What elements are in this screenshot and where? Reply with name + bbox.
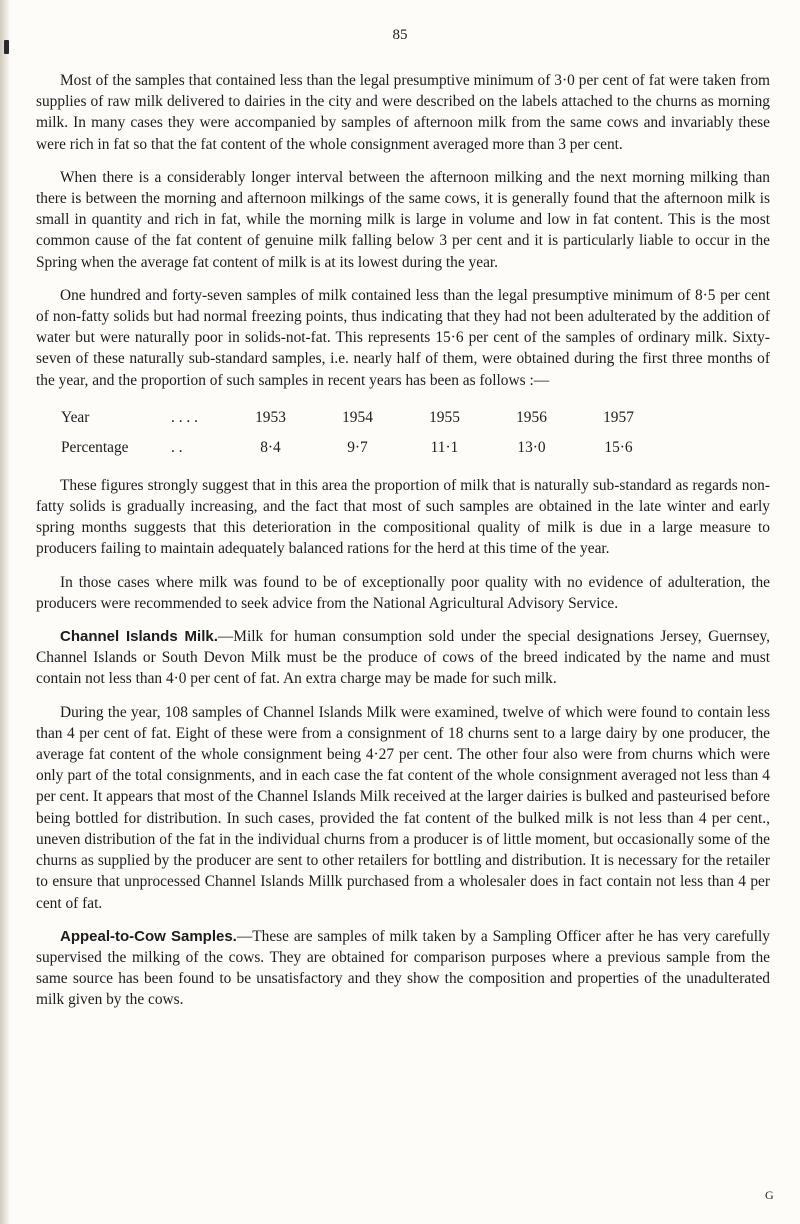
year-cell: 1953 bbox=[255, 408, 286, 426]
substandard-proportion-table bbox=[61, 403, 662, 463]
signature-mark: G bbox=[765, 1188, 774, 1202]
year-label: Year bbox=[61, 408, 90, 426]
page-body bbox=[36, 70, 770, 1023]
appeal-to-cow-text: —These are samples of milk taken by a Sampling Officer after he has very carefully supervised the milking of the cows. They are obtained for comparison purposes where a previous sample from the same source has been found to be unsatisfactory and they show the composition and properties of the unadulterated milk given by the cows. bbox=[36, 927, 770, 1009]
paragraph-milking-interval: When there is a considerably longer interval between the afternoon milking and the next morning milking than there is between the morning and afternoon milkings of the same cows, it is generally found that the afternoon milk is small in quantity and rich in fat, while the morning milk is large in volume and low in fat content. This is the most common cause of the fat content of genuine milk falling below 3 per cent and it is particularly liable to occur in the Spring when the average fat content of milk is at its lowest during the year. bbox=[36, 168, 770, 271]
page-number: 85 bbox=[392, 27, 408, 43]
percentage-cell: 8·4 bbox=[260, 438, 281, 456]
paragraph-non-fatty-solids: One hundred and forty-seven samples of milk contained less than the legal presumptive minimum of 8·5 per cent of non-fatty solids but had normal freezing points, thus indicating that they had not been adulterated by the addition of water but were naturally poor in solids-not-fat. This represents 15·6 per cent of the samples of ordinary milk. Sixty-seven of these naturally sub-standard samples, i.e. nearly half of them, were obtained during the first three months of the year, and the proportion of such samples in recent years has been as follows :— bbox=[36, 286, 770, 389]
binding-edge bbox=[0, 0, 10, 1224]
section-heading-channel-islands: Channel Islands Milk. bbox=[60, 628, 218, 646]
paragraph-channel-islands-milk bbox=[36, 626, 770, 690]
year-leader-dots: . . . . bbox=[171, 408, 198, 426]
percentage-label: Percentage bbox=[61, 438, 129, 456]
year-cell: 1954 bbox=[342, 408, 373, 426]
paragraph-figures-suggest: These figures strongly suggest that in this area the proportion of milk that is naturally sub-standard as regards non-fatty solids is gradually increasing, and the fact that most of such samples are obtained in the late winter and early spring months suggests that this deterioration in the compositional quality of milk is due in a large measure to producers failing to maintain adequately balanced rations for the herd at this time of the year. bbox=[36, 476, 770, 558]
paragraph-appeal-to-cow bbox=[36, 926, 770, 1011]
percentage-leader-dots: . . bbox=[171, 438, 183, 456]
paragraph-low-fat-samples: Most of the samples that contained less than the legal presumptive minimum of 3·0 per cent of fat were taken from supplies of raw milk delivered to dairies in the city and were described on the labels attached to the churns as morning milk. In many cases they were accompanied by samples of afternoon milk from the same cows and invariably these were rich in fat so that the fat content of the whole consignment averaged more than 3 per cent. bbox=[36, 72, 770, 153]
table-row-year bbox=[61, 403, 662, 433]
table-row-percentage bbox=[61, 433, 662, 463]
channel-islands-text: —Milk for human consumption sold under the special designations Jersey, Guernsey, Channel Islands or South Devon Milk must be the produce of cows of the breed indicated by the name and must contain not less than 4·0 per cent of fat. An extra charge may be made for such milk. bbox=[36, 628, 770, 688]
year-cell: 1956 bbox=[516, 408, 547, 426]
paragraph-advisory-service: In those cases where milk was found to be of exceptionally poor quality with no evidence of adulteration, the producers were recommended to seek advice from the National Agricultural Advisory Service. bbox=[36, 573, 770, 612]
year-cell: 1957 bbox=[603, 408, 634, 426]
percentage-cell: 9·7 bbox=[347, 438, 368, 456]
paragraph-channel-islands-samples: During the year, 108 samples of Channel Islands Milk were examined, twelve of which were found to contain less than 4 per cent of fat. Eight of these were from a consignment of 18 churns sent to a large dairy by one producer, the average fat content of the whole consignment being 4·27 per cent. The other four also were from churns which were only part of the total consignments, and in each case the fat content of the whole consignment averaged not less than 4 per cent. It appears that most of the Channel Islands Milk received at the larger dairies is bulked and pasteurised before being bottled for distribution. In such cases, provided the fat content of the bulked milk is not less than 4 per cent., uneven distribution of the fat in the individual churns from a producer is of little moment, but occasionally some of the churns as supplied by the producer are sent to other retailers for bottling and distribution. It is necessary for the retailer to ensure that unprocessed Channel Islands Millk purchased from a wholesaler does in fact contain not less than 4 per cent of fat. bbox=[36, 703, 770, 912]
year-cell: 1955 bbox=[429, 408, 460, 426]
section-heading-appeal-to-cow: Appeal-to-Cow Samples. bbox=[60, 927, 237, 945]
percentage-cell: 15·6 bbox=[604, 438, 633, 456]
percentage-cell: 11·1 bbox=[430, 438, 459, 456]
percentage-cell: 13·0 bbox=[517, 438, 546, 456]
